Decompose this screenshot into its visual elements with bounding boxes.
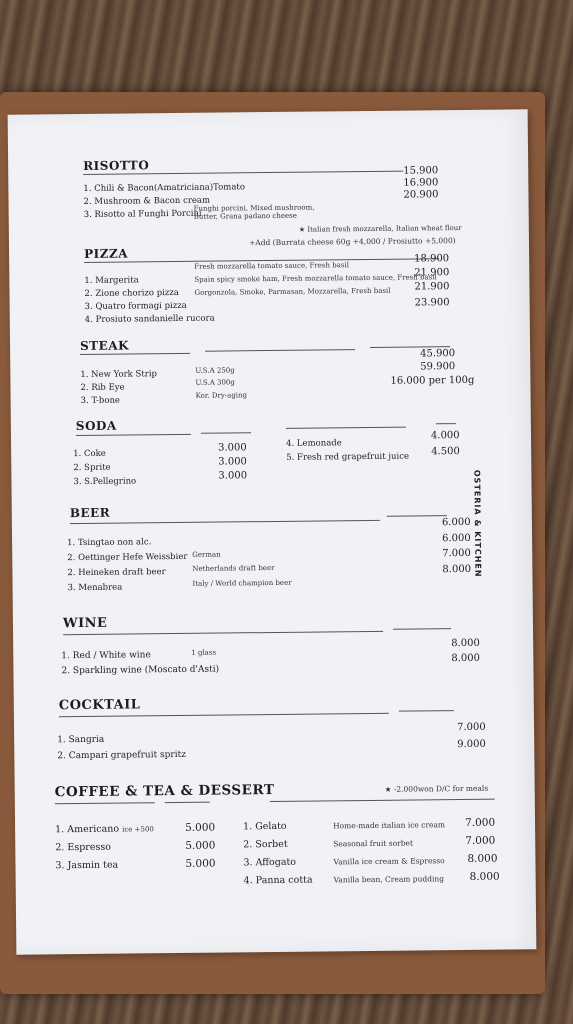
cocktail-title: COCKTAIL: [58, 697, 141, 714]
risotto-item: 3. Risotto al Funghi Porcini: [83, 208, 202, 220]
beer-desc: Italy / World champion beer: [192, 578, 292, 588]
pizza-price: 21.900: [414, 281, 450, 293]
dessert-item: 3. Affogato: [243, 856, 297, 869]
dessert-desc: Vanilla ice cream & Espresso: [333, 856, 445, 867]
soda-item: 2. Sprite: [73, 462, 111, 474]
pizza-title: PIZZA: [84, 246, 129, 261]
wine-title: WINE: [62, 615, 108, 632]
pizza-desc: Gorgonzola, Smoke, Parmasan, Mozzarella, Fresh basil: [194, 286, 391, 297]
coffee-item: 2. Espresso: [55, 841, 111, 854]
beer-price: 7.000: [442, 547, 471, 560]
wine-price: 8.000: [451, 637, 480, 650]
pizza-price: 18.900: [414, 253, 450, 265]
beer-desc: Netherlands draft beer: [192, 563, 275, 573]
soda-divider: [201, 432, 251, 434]
soda-divider: [76, 434, 191, 436]
pizza-addon-note: +Add (Burrata cheese 60g +4,000 / Prosiutto +5,000): [248, 236, 456, 248]
coffee-price: 5.000: [185, 857, 216, 870]
coffee-divider: [165, 802, 210, 803]
beer-item: 2. Heineken draft beer: [67, 567, 166, 579]
beer-divider: [70, 520, 380, 524]
pizza-note: ★ Italian fresh mozzarella, Italian wheat flour: [298, 223, 462, 234]
soda-item: 5. Fresh red grapefruit juice: [286, 451, 410, 463]
americano-note: ice +500: [122, 825, 154, 834]
risotto-title: RISOTTO: [83, 158, 150, 173]
coffee-item: 1. Americano: [55, 823, 120, 836]
wine-desc: 1 glass: [191, 648, 217, 657]
risotto-item: 1. Chili & Bacon(Amatriciana)Tomato: [83, 182, 246, 194]
soda-price: 3.000: [218, 470, 248, 482]
wine-item: 2. Sparkling wine (Moscato d'Asti): [61, 664, 220, 677]
dessert-desc: Seasonal fruit sorbet: [333, 838, 413, 849]
cocktail-item: 1. Sangria: [57, 734, 105, 746]
pizza-item: 4. Prosiuto sandanielle rucora: [84, 313, 215, 325]
beer-price: 6.000: [442, 532, 471, 545]
risotto-price: 15.900: [403, 165, 439, 177]
wine-divider: [63, 631, 383, 635]
steak-title: STEAK: [79, 338, 130, 353]
steak-price: 59.900: [420, 361, 456, 373]
soda-item: 4. Lemonade: [286, 438, 342, 449]
steak-item: 3. T-bone: [80, 395, 120, 406]
coffee-discount-note: ★ -2.000won D/C for meals: [384, 783, 489, 794]
pizza-desc: Spain spicy smoke ham, Fresh mozzarella tomato sauce, Fresh basil: [194, 273, 437, 284]
pizza-price: 21.900: [414, 267, 450, 279]
cocktail-divider: [59, 713, 389, 717]
coffee-title: COFFEE & TEA & DESSERT: [54, 781, 275, 801]
cocktail-price: 7.000: [457, 721, 486, 734]
risotto-price: 16.900: [403, 177, 439, 189]
pizza-desc: Fresh mozzarella tomato sauce, Fresh basil: [194, 261, 349, 271]
steak-divider: [80, 353, 190, 355]
pizza-item: 1. Margerita: [84, 275, 139, 286]
dessert-price: 7.000: [465, 834, 496, 847]
beer-divider: [387, 515, 447, 517]
soda-price: 4.500: [431, 446, 460, 458]
dessert-item: 4. Panna cotta: [243, 874, 313, 887]
steak-item: 2. Rib Eye: [80, 382, 125, 393]
steak-desc: Kor. Dry-aging: [195, 391, 248, 400]
steak-item: 1. New York Strip: [80, 369, 158, 380]
cocktail-item: 2. Campari grapefruit spritz: [57, 749, 187, 762]
risotto-price: 20.900: [403, 189, 439, 201]
beer-item: 2. Oettinger Hefe Weissbier: [67, 551, 188, 564]
soda-title: SODA: [75, 418, 117, 434]
beer-item: 1. Tsingtao non alc.: [67, 537, 152, 549]
steak-desc: U.S.A 300g: [195, 378, 235, 387]
dessert-desc: Vanilla bean, Cream pudding: [333, 874, 445, 885]
coffee-price: 5.000: [185, 821, 216, 834]
steak-price: 16.000 per 100g: [390, 374, 475, 387]
soda-item: 3. S.Pellegrino: [73, 476, 137, 488]
steak-price: 45.900: [420, 348, 456, 360]
pizza-item: 3. Quatro formagi pizza: [84, 300, 187, 312]
soda-price: 4.000: [430, 430, 460, 442]
soda-price: 3.000: [218, 442, 247, 454]
menu-page: [8, 109, 537, 954]
steak-divider: [205, 349, 355, 352]
beer-item: 3. Menabrea: [67, 582, 123, 594]
beer-price: 8.000: [442, 563, 472, 576]
wine-divider: [393, 628, 451, 630]
risotto-item: 2. Mushroom & Bacon cream: [83, 195, 211, 207]
dessert-desc: Home-made italian ice cream: [333, 820, 446, 831]
dessert-price: 7.000: [464, 816, 496, 829]
beer-title: BEER: [69, 505, 111, 521]
wine-item: 1. Red / White wine: [61, 650, 151, 662]
dessert-price: 8.000: [467, 852, 498, 865]
dessert-price: 8.000: [469, 870, 500, 883]
sidebar-brand: OSTERIA & KITCHEN: [472, 469, 483, 578]
steak-desc: U.S.A 250g: [195, 366, 235, 375]
pizza-item: 2. Zione chorizo pizza: [84, 287, 179, 299]
dessert-item: 2. Sorbet: [243, 838, 288, 851]
soda-item: 1. Coke: [73, 448, 106, 460]
risotto-note: Funghi porcini, Mixed mushroom, Butter, Grana padano cheese: [193, 203, 315, 221]
soda-price: 3.000: [218, 456, 247, 468]
cocktail-price: 9.000: [457, 738, 486, 751]
coffee-divider: [270, 799, 495, 802]
wine-price: 8.000: [451, 652, 481, 665]
dessert-item: 1. Gelato: [243, 820, 287, 833]
beer-price: 6.000: [441, 516, 471, 529]
cocktail-divider: [399, 710, 454, 712]
soda-divider: [286, 427, 406, 429]
beer-desc: German: [192, 550, 221, 559]
soda-divider: [436, 423, 456, 424]
pizza-price: 23.900: [414, 297, 450, 309]
coffee-price: 5.000: [185, 839, 216, 852]
coffee-item: 3. Jasmin tea: [55, 859, 119, 872]
coffee-divider: [55, 802, 155, 804]
